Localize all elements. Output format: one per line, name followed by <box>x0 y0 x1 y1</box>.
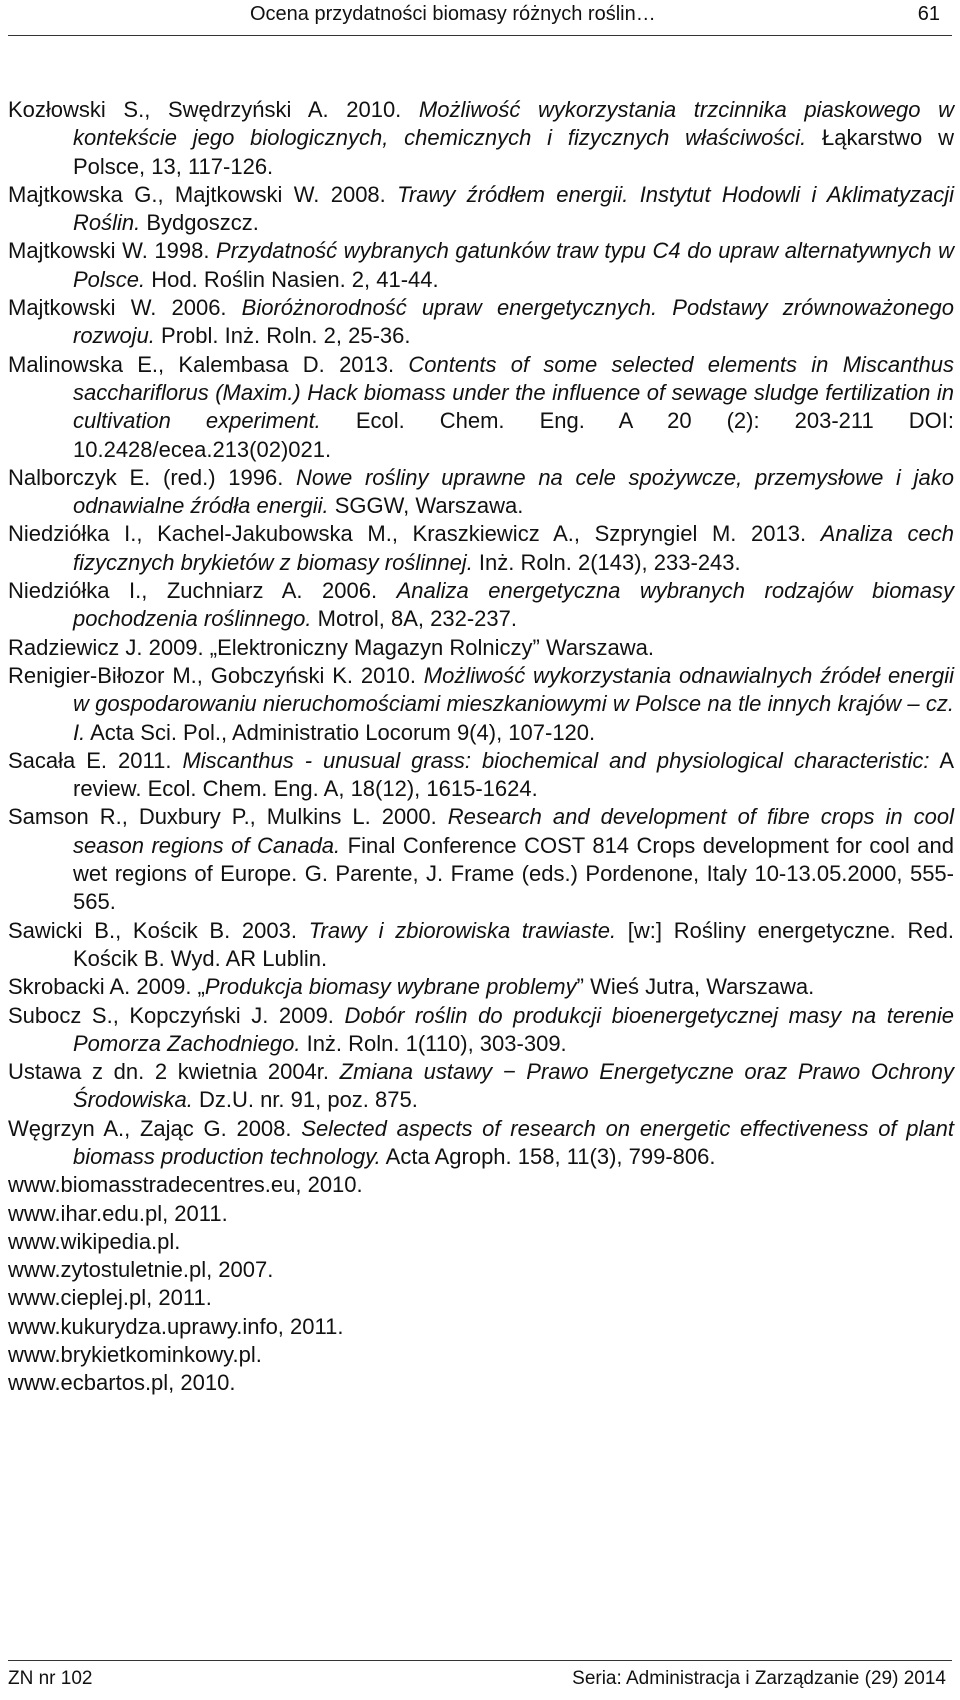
reference-entry <box>8 1228 954 1256</box>
page-footer <box>0 1660 960 1700</box>
reference-text: Dz.U. nr. 91, poz. 875. <box>192 1087 418 1113</box>
reference-text: A review. Ecol. Chem. Eng. A, 18(12), 1615-1624. <box>73 747 955 802</box>
reference-text: Acta Sci. Pol., Administratio Locorum 9(4), 107-120. <box>85 719 596 745</box>
reference-text: [w:] Rośliny energetyczne. Red. Kościk B. Wyd. AR Lublin. <box>73 917 954 971</box>
reference-text: www.biomasstradecentres.eu, 2010. <box>8 1172 363 1198</box>
reference-text: SGGW, Warszawa. <box>328 493 524 519</box>
reference-entry <box>8 1284 954 1312</box>
reference-title: Zmiana ustawy − Prawo Energetyczne oraz Prawo Ochrony Środowiska. <box>73 1059 955 1113</box>
reference-text: Inż. Roln. 1(110), 303-309. <box>300 1030 567 1056</box>
reference-text: Final Conference COST 814 Crops development for cool and wet regions of Europe. G. Parente, J. Frame (eds.) Pordenone, Italy 10-13.05.2000, 555-565. <box>73 832 954 915</box>
reference-text: Majtkowski W. 2006. <box>8 295 242 321</box>
reference-title: Miscanthus - unusual grass: biochemical and physiological characteristic: <box>182 747 930 773</box>
reference-text: Ecol. Chem. Eng. A 20 (2): 203-211 DOI: 10.2428/ecea.213(02)021. <box>73 408 954 462</box>
reference-entry <box>8 1341 954 1369</box>
reference-text: Radziewicz J. 2009. „Elektroniczny Magazyn Rolniczy” Warszawa. <box>8 634 654 660</box>
reference-entry <box>8 973 954 1001</box>
series-info: Seria: Administracja i Zarządzanie (29) 2014 <box>572 1668 946 1689</box>
reference-text: Subocz S., Kopczyński J. 2009. <box>8 1002 345 1028</box>
footer-rule <box>8 1660 952 1661</box>
reference-entry <box>8 1115 954 1172</box>
reference-title: Research and development of fibre crops in cool season regions of Canada. <box>73 804 955 858</box>
reference-entry <box>8 1058 954 1115</box>
journal-number: ZN nr 102 <box>8 1668 93 1689</box>
reference-entry <box>8 464 954 521</box>
reference-entry <box>8 1313 954 1341</box>
reference-text: Nalborczyk E. (red.) 1996. <box>8 464 297 490</box>
reference-text: Renigier-Biłozor M., Gobczyński K. 2010. <box>8 662 424 688</box>
reference-entry <box>8 1369 954 1397</box>
reference-text: Węgrzyn A., Zając G. 2008. <box>8 1115 302 1141</box>
reference-text: Probl. Inż. Roln. 2, 25-36. <box>154 323 411 349</box>
reference-title: Możliwość wykorzystania odnawialnych źródeł energii w gospodarowaniu nieruchomościami mieszkaniowymi w Polsce na tle innych krajów – cz. I. <box>73 662 954 745</box>
reference-text: Niedziółka I., Zuchniarz A. 2006. <box>8 578 397 604</box>
reference-text: Motrol, 8A, 232-237. <box>311 606 517 632</box>
reference-text: www.zytostuletnie.pl, 2007. <box>8 1257 274 1283</box>
reference-title: Analiza cech fizycznych brykietów z biomasy roślinnej. <box>73 521 954 575</box>
reference-text: Bydgoszcz. <box>140 210 259 236</box>
reference-title: Contents of some selected elements in Miscanthus sacchariflorus (Maxim.) Hack biomass under the influence of sewage sludge fertilization in cultivation experiment. <box>73 351 954 434</box>
reference-text: www.cieplej.pl, 2011. <box>8 1285 212 1311</box>
reference-entry <box>8 803 954 916</box>
reference-entry <box>8 237 954 294</box>
reference-text: Majtkowska G., Majtkowski W. 2008. <box>8 181 398 207</box>
reference-text: Kozłowski S., Swędrzyński A. 2010. <box>8 97 419 122</box>
reference-text: Malinowska E., Kalembasa D. 2013. <box>8 351 409 377</box>
reference-text: Skrobacki A. 2009. „ <box>8 974 205 1000</box>
reference-title: Przydatność wybranych gatunków traw typu C4 do upraw alternatywnych w Polsce. <box>73 238 954 292</box>
reference-entry <box>8 662 954 747</box>
reference-text: ” Wieś Jutra, Warszawa. <box>576 974 815 1000</box>
reference-text: www.wikipedia.pl. <box>8 1228 181 1254</box>
page-number: 61 <box>917 3 940 25</box>
reference-title: Dobór roślin do produkcji bioenergetycznej masy na terenie Pomorza Zachodniego. <box>73 1002 954 1056</box>
reference-title: Analiza energetyczna wybranych rodzajów biomasy pochodzenia roślinnego. <box>73 578 954 632</box>
reference-text: www.ecbartos.pl, 2010. <box>8 1370 236 1396</box>
reference-text: Sacała E. 2011. <box>8 747 183 773</box>
reference-text: Łąkarstwo w Polsce, 13, 117-126. <box>73 125 954 179</box>
reference-entry <box>8 577 954 634</box>
reference-list <box>8 96 954 1398</box>
reference-text: Niedziółka I., Kachel-Jakubowska M., Kraszkiewicz A., Szpryngiel M. 2013. <box>8 521 821 547</box>
reference-title: Trawy i zbiorowiska trawiaste. <box>308 917 617 943</box>
reference-entry <box>8 351 954 464</box>
reference-title: Selected aspects of research on energetic effectiveness of plant biomass production technology. <box>73 1115 954 1169</box>
reference-entry <box>8 747 954 804</box>
header-rule <box>8 35 952 36</box>
reference-text: Inż. Roln. 2(143), 233-243. <box>472 549 741 575</box>
reference-text: Samson R., Duxbury P., Mulkins L. 2000. <box>8 804 448 830</box>
reference-text: Ustawa z dn. 2 kwietnia 2004r. <box>8 1059 340 1085</box>
reference-text: Sawicki B., Kościk B. 2003. <box>8 917 309 943</box>
reference-title: Produkcja biomasy wybrane problemy <box>204 974 577 1000</box>
reference-entry <box>8 1171 954 1199</box>
reference-entry <box>8 520 954 577</box>
reference-entry <box>8 1002 954 1059</box>
reference-title: Trawy źródłem energii. Instytut Hodowli i Aklimatyzacji Roślin. <box>73 181 955 236</box>
running-title: Ocena przydatności biomasy różnych roślin… <box>250 3 656 25</box>
reference-text: Majtkowski W. 1998. <box>8 238 217 264</box>
reference-entry <box>8 181 954 238</box>
reference-entry <box>8 917 954 974</box>
reference-title: Bioróżnorodność upraw energetycznych. Podstawy zrównoważonego rozwoju. <box>73 295 954 349</box>
reference-entry <box>8 1256 954 1284</box>
reference-entry <box>8 294 954 351</box>
reference-text: www.kukurydza.uprawy.info, 2011. <box>8 1313 344 1339</box>
reference-text: www.ihar.edu.pl, 2011. <box>8 1200 228 1226</box>
reference-entry <box>8 634 954 662</box>
reference-text: Acta Agroph. 158, 11(3), 799-806. <box>380 1143 716 1169</box>
reference-title: Możliwość wykorzystania trzcinnika piaskowego w kontekście jego biologicznych, chemicznych i fizycznych właściwości. <box>73 97 955 151</box>
reference-entry <box>8 1200 954 1228</box>
page-header <box>0 0 960 38</box>
reference-text: Hod. Roślin Nasien. 2, 41-44. <box>145 266 439 292</box>
reference-title: Nowe rośliny uprawne na cele spożywcze, przemysłowe i jako odnawialne źródła energii. <box>73 464 954 519</box>
reference-text: www.brykietkominkowy.pl. <box>8 1342 262 1368</box>
reference-entry <box>8 96 954 181</box>
